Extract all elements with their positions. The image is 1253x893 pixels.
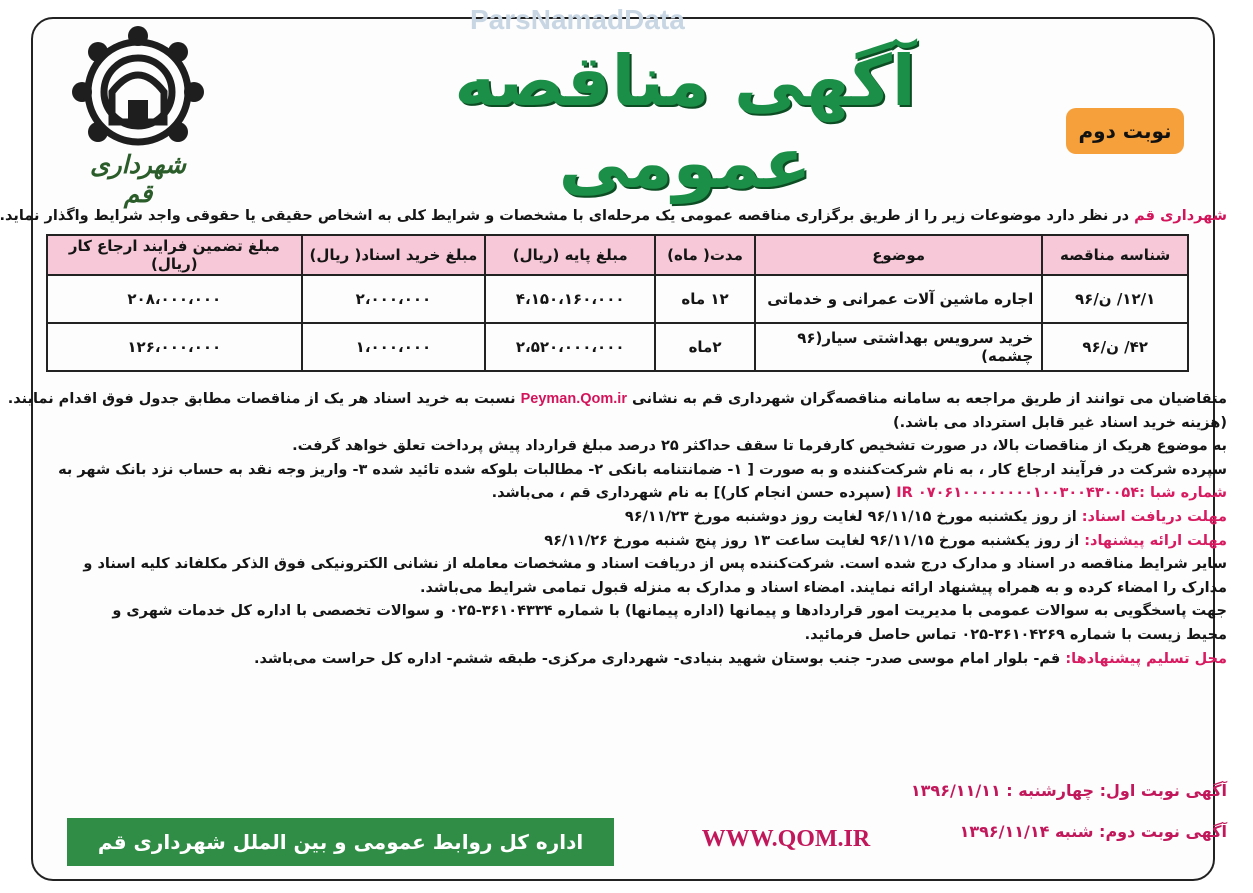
cell-duration: ۱۲ ماه <box>655 275 755 323</box>
watermark: ParsNamadData <box>470 4 685 35</box>
second-publication-date: آگهی نوبت دوم: شنبه ۱۳۹۶/۱۱/۱۴ <box>959 822 1227 841</box>
cell-subject: اجاره ماشین آلات عمرانی و خدماتی <box>755 275 1042 323</box>
col-header-document-price: مبلغ خرید اسناد( ریال) <box>302 235 486 275</box>
first-publication-date: آگهی نوبت اول: چهارشنبه : ۱۳۹۶/۱۱/۱۱ <box>910 781 1227 800</box>
cell-id: ۱۲/۱/ ن/۹۶ <box>1042 275 1188 323</box>
cell-document-price: ۱،۰۰۰،۰۰۰ <box>302 323 486 371</box>
intro-org: شهرداری قم <box>1134 208 1227 224</box>
cell-guarantee: ۱۲۶،۰۰۰،۰۰۰ <box>47 323 302 371</box>
table-row <box>47 323 1188 371</box>
footer-url-link[interactable]: WWW.QOM.IR <box>701 826 871 852</box>
offer-deadline-label: مهلت ارائه پیشنهاد: <box>1079 532 1227 549</box>
purchase-text-b: نسبت به خرید اسناد هر یک از مناقصات مطابق جدول فوق اقدام نمایند. <box>7 391 521 407</box>
cell-document-price: ۲،۰۰۰،۰۰۰ <box>302 275 486 323</box>
table-row <box>47 275 1188 323</box>
sheba-label: شماره شبا :IR ۰۷۰۶۱۰۰۰۰۰۰۰۰۱۰۰۳۰۰۴۳۰۰۵۴ <box>896 485 1227 502</box>
cell-base-amount: ۲،۵۲۰،۰۰۰،۰۰۰ <box>485 323 655 371</box>
col-header-id: شناسه مناقصه <box>1042 235 1188 275</box>
peyman-link[interactable]: Peyman.Qom.ir <box>520 391 627 407</box>
cell-id: ۴۲/ ن/۹۶ <box>1042 323 1188 371</box>
paragraph-sheba <box>77 482 1227 506</box>
tender-table <box>46 234 1189 372</box>
doc-deadline-label: مهلت دریافت اسناد: <box>1076 508 1227 525</box>
col-header-guarantee: مبلغ تضمین فرایند ارجاع کار (ریال) <box>47 235 302 275</box>
doc-deadline-text: از روز یکشنبه مورخ ۹۶/۱۱/۱۵ لغایت روز دوشنبه مورخ ۹۶/۱۱/۲۳ <box>624 508 1077 525</box>
submission-text: قم- بلوار امام موسی صدر- جنب بوستان شهید بنیادی- شهرداری مرکزی- طبقه ششم- اداره کل حراست می‌باشد. <box>253 650 1061 667</box>
round-badge: نوبت دوم <box>1066 108 1184 154</box>
col-header-base-amount: مبلغ پایه (ریال) <box>485 235 655 275</box>
paragraph-fee-note: (هزینه خرید اسناد غیر قابل استرداد می باشد.) <box>892 414 1227 431</box>
cell-subject: خرید سرویس بهداشتی سیار(۹۶ چشمه) <box>755 323 1042 371</box>
paragraph-doc-deadline <box>77 506 1227 530</box>
paragraph-deposit: سپرده شرکت در فرآیند ارجاع کار ، به نام شرکت‌کننده و به صورت [ ۱- ضمانتنامه بانکی ۲- مطالبات بلوکه شده تائید شده ۳- واریز وجه نقد به حساب نزد بانک شهر به <box>58 461 1227 478</box>
footer-banner: اداره کل روابط عمومی و بین الملل شهرداری قم <box>67 818 614 866</box>
notice-title: آگهی مناقصه عمومی <box>454 40 916 204</box>
purchase-text-a: متقاضیان می توانند از طریق مراجعه به سامانه مناقصه‌گران شهرداری قم به نشانی <box>626 391 1227 407</box>
paragraph-contact: جهت پاسخگویی به سوالات عمومی با مدیریت امور قراردادها و پیمانها (اداره پیمانها) با شماره ۳۶۱۰۴۳۳۴-۰۲۵ و سوالات تخصصی با اداره کل خدمات شهری و محیط زیست با شماره ۳۶۱۰۴۲۶۹-۰۲۵ تماس حاصل فرمائید. <box>112 603 1227 643</box>
paragraph-purchase <box>7 388 1227 412</box>
offer-deadline-text: از روز یکشنبه مورخ ۹۶/۱۱/۱۵ لغایت ساعت ۱۳ روز پنج شنبه مورخ ۹۶/۱۱/۲۶ <box>544 532 1080 549</box>
logo-caption: شهرداری قم <box>90 150 186 208</box>
paragraph-conditions: سایر شرایط مناقصه در اسناد و مدارک درج شده است. شرکت‌کننده پس از دریافت اسناد و مشخصات معامله از نشانی الکترونیکی فوق الذکر مکلفاند کلیه اسناد و مدارک را امضاء کرده و به همراه پیشنهاد ارائه نمایند. امضاء اسناد و مدارک به منزله قبول تمامی شرایط می‌باشد. <box>83 556 1227 596</box>
notice-body <box>7 388 1227 671</box>
paragraph-prepayment: به موضوع هریک از مناقصات بالا، در صورت تشخیص کارفرما تا سقف حداکثر ۲۵ درصد مبلغ قرارداد پیش پرداخت تعلق خواهد گرفت. <box>292 438 1227 455</box>
cell-base-amount: ۴،۱۵۰،۱۶۰،۰۰۰ <box>485 275 655 323</box>
sheba-text: (سپرده حسن انجام کار)] به نام شهرداری قم ، می‌باشد. <box>491 485 897 502</box>
intro-body: در نظر دارد موضوعات زیر را از طریق برگزاری مناقصه عمومی یک مرحله‌ای با مشخصات و شرایط کلی به اشخاص حقیقی یا حقوقی واجد شرایط واگذار نماید. <box>0 208 1135 224</box>
paragraph-submission <box>77 648 1227 672</box>
paragraph-offer-deadline <box>77 530 1227 554</box>
col-header-duration: مدت( ماه) <box>655 235 755 275</box>
cell-duration: ۲ماه <box>655 323 755 371</box>
table-header-row <box>47 235 1188 275</box>
intro-text <box>0 206 1227 226</box>
col-header-subject: موضوع <box>755 235 1042 275</box>
cell-guarantee: ۲۰۸،۰۰۰،۰۰۰ <box>47 275 302 323</box>
submission-label: محل تسلیم پیشنهادها: <box>1060 650 1227 667</box>
